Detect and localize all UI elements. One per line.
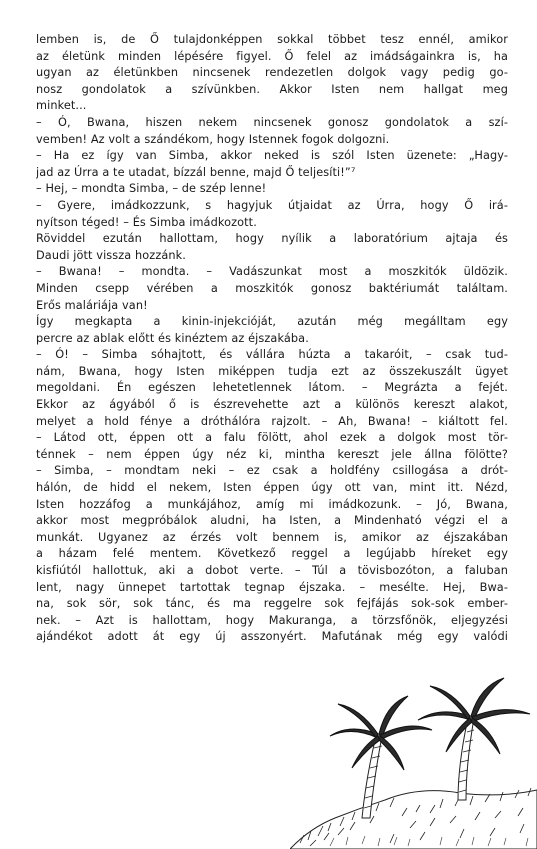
text-line: – Ó, Bwana, hiszen nekem nincsenek gonosz gondolatok a szí-: [36, 115, 508, 129]
text-line: Röviddel ezután hallottam, hogy nyílik a laboratórium ajtaja és: [36, 232, 508, 246]
palm-trees-illustration: [290, 668, 537, 849]
text-line: na, sok sör, sok tánc, és ma reggelre sok fejfájás sok-sok ember-: [36, 597, 508, 611]
text-line: lent, nagy ünnepet tartottak tegnap éjszaka. – mesélte. Hej, Bwa-: [36, 580, 508, 594]
page-text: [36, 32, 508, 646]
text-line: nek. – Azt is hallottam, hogy Makuranga, a törzsfőnök, eljegyzési: [36, 613, 508, 627]
text-line: Ekkor az ágyából ő is észrevehette azt a különös kereszt alakot,: [36, 398, 508, 412]
text-line: nyítson téged! – És Simba imádkozott.: [36, 215, 257, 229]
text-line: – Simba, – mondtam neki – ez csak a holdfény csillogása a drót-: [36, 464, 508, 478]
text-line: – Látod ott, éppen ott a falu fölött, ahol ezek a dolgok most tör-: [36, 431, 508, 445]
text-line: ajándékot adott át egy új asszonyért. Mafutának még egy valódi: [36, 630, 508, 644]
text-line: nám, Bwana, hogy Isten miképpen tudja ezt az összekuszált ügyet: [36, 364, 508, 378]
text-line: a házam felé mentem. Következő reggel a legújabb híreket egy: [36, 547, 508, 561]
text-line: hálón, de hidd el nekem, Isten éppen úgy ott van, mint itt. Nézd,: [36, 481, 508, 495]
text-line: vemben! Az volt a szándékom, hogy Istennek fogok dolgozni.: [36, 132, 390, 146]
text-line: Így megkapta a kinin-injekcióját, azután még megálltam egy: [36, 315, 508, 329]
text-line: melyet a hold fénye a dróthálóra rajzolt. – Ah, Bwana! – kiáltott fel.: [36, 414, 508, 428]
text-line: – Ó! – Simba sóhajtott, és vállára húzta a takaróit, – csak tud-: [36, 348, 508, 362]
text-line: lemben is, de Ő tulajdonképpen sokkal többet tesz ennél, amikor: [36, 33, 508, 46]
text-line: ugyan az életünkben nincsenek rendezetlen dolgok vagy pedig go-: [36, 66, 508, 80]
text-line: – Hej, – mondta Simba, – de szép lenne!: [36, 182, 267, 196]
text-line: nosz gondolatok a szívünkben. Akkor Isten nem hallgat meg: [36, 82, 508, 96]
text-line: munkát. Ugyanez az érzés volt bennem is, amikor az éjszakában: [36, 530, 508, 544]
text-line: akkor most megpróbálok aludni, ha Isten, a Mindenható végzi el a: [36, 514, 508, 528]
text-line: az életünk minden lépésére figyel. Ő felel az imádságainkra is, ha: [36, 49, 508, 63]
text-line: – Bwana! – mondta. – Vadászunkat most a moszkitók üldözik.: [36, 265, 508, 279]
text-line: Erős maláriája van!: [36, 298, 148, 312]
text-line: Isten hozzáfog a munkájához, amíg mi imádkozunk. – Jó, Bwana,: [36, 497, 508, 511]
text-line: megoldani. Én egészen lehetetlennek látom. – Megrázta a fejét.: [36, 381, 508, 395]
text-line: – Ha ez így van Simba, akkor neked is szól Isten üzenete: „Hagy-: [36, 149, 508, 163]
text-line: ténnek – nem éppen úgy néz ki, mintha kereszt jele állna fölötte?: [36, 447, 508, 461]
text-line: Minden csepp vérében a moszkitók gonosz baktériumát találtam.: [36, 281, 508, 295]
text-line: – Gyere, imádkozzunk, s hagyjuk útjaidat az Úrra, hogy Ő irá-: [36, 198, 508, 212]
text-line: percre az ablak előtt és kinéztem az éjszakába.: [36, 331, 309, 345]
text-line: jad az Úrra a te utadat, bízzál benne, majd Ő teljesíti!”⁷: [36, 165, 356, 179]
text-line: Daudi jött vissza hozzánk.: [36, 248, 186, 262]
text-line: kisfiútól hallottuk, aki a dobot verte. – Túl a tövisbozóton, a faluban: [36, 564, 508, 577]
text-line: minket...: [36, 99, 87, 113]
